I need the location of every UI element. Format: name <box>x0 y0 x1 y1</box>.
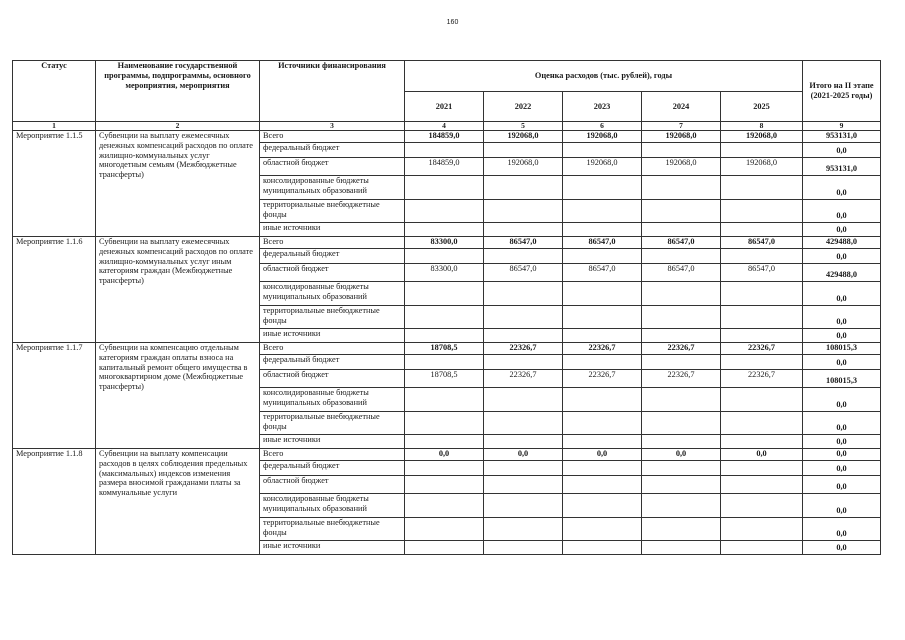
year-value-cell <box>405 249 484 264</box>
year-value-cell <box>563 518 642 541</box>
year-value-cell <box>642 494 721 518</box>
funding-source-cell: федеральный бюджет <box>260 143 405 158</box>
year-value-cell <box>484 388 563 412</box>
column-index: 3 <box>260 122 405 131</box>
year-value-cell <box>405 412 484 435</box>
year-value-cell <box>642 461 721 476</box>
total-value-cell: 0,0 <box>803 306 881 329</box>
total-value-cell: 0,0 <box>803 143 881 158</box>
total-value-cell: 0,0 <box>803 249 881 264</box>
year-value-cell: 22326,7 <box>484 343 563 355</box>
year-value-cell <box>563 476 642 494</box>
header-year: 2021 <box>405 92 484 122</box>
table-row <box>13 343 881 355</box>
year-value-cell: 0,0 <box>405 449 484 461</box>
financing-table <box>12 60 881 555</box>
year-value-cell <box>563 355 642 370</box>
year-value-cell <box>484 200 563 223</box>
year-value-cell <box>642 476 721 494</box>
year-value-cell: 184859,0 <box>405 158 484 176</box>
funding-source-cell: иные источники <box>260 223 405 237</box>
table-row <box>13 449 881 461</box>
header-name: Наименование государственной программы, подпрограммы, основного мероприятия, мероприятия <box>96 61 260 122</box>
year-value-cell <box>642 412 721 435</box>
year-value-cell <box>484 223 563 237</box>
year-value-cell <box>484 282 563 306</box>
year-value-cell: 86547,0 <box>484 264 563 282</box>
header-total: Итого на II этапе (2021-2025 годы) <box>803 61 881 122</box>
year-value-cell: 22326,7 <box>484 370 563 388</box>
column-index: 7 <box>642 122 721 131</box>
year-value-cell: 192068,0 <box>563 131 642 143</box>
year-value-cell <box>642 200 721 223</box>
year-value-cell <box>563 412 642 435</box>
year-value-cell <box>721 476 803 494</box>
year-value-cell <box>484 176 563 200</box>
year-value-cell <box>721 461 803 476</box>
year-value-cell: 192068,0 <box>563 158 642 176</box>
year-value-cell: 86547,0 <box>721 264 803 282</box>
header-sources: Источники финансирования <box>260 61 405 122</box>
year-value-cell <box>721 282 803 306</box>
year-value-cell <box>721 249 803 264</box>
funding-source-cell: Всего <box>260 449 405 461</box>
funding-source-cell: территориальные внебюджетные фонды <box>260 412 405 435</box>
funding-source-cell: иные источники <box>260 435 405 449</box>
column-index: 6 <box>563 122 642 131</box>
year-value-cell <box>484 476 563 494</box>
year-value-cell <box>405 306 484 329</box>
year-value-cell <box>642 176 721 200</box>
year-value-cell: 192068,0 <box>721 131 803 143</box>
table-row <box>13 131 881 143</box>
total-value-cell: 0,0 <box>803 282 881 306</box>
year-value-cell: 22326,7 <box>563 343 642 355</box>
year-value-cell <box>405 494 484 518</box>
year-value-cell <box>563 494 642 518</box>
table-body <box>13 131 881 555</box>
year-value-cell <box>405 355 484 370</box>
funding-source-cell: областной бюджет <box>260 158 405 176</box>
year-value-cell <box>721 223 803 237</box>
year-value-cell <box>563 223 642 237</box>
year-value-cell <box>484 143 563 158</box>
year-value-cell <box>563 306 642 329</box>
column-index: 2 <box>96 122 260 131</box>
column-index: 4 <box>405 122 484 131</box>
header-year: 2025 <box>721 92 803 122</box>
year-value-cell: 192068,0 <box>721 158 803 176</box>
funding-source-cell: территориальные внебюджетные фонды <box>260 200 405 223</box>
header-status: Статус <box>13 61 96 122</box>
year-value-cell <box>405 200 484 223</box>
funding-source-cell: Всего <box>260 343 405 355</box>
funding-source-cell: иные источники <box>260 329 405 343</box>
funding-source-cell: иные источники <box>260 541 405 555</box>
year-value-cell <box>563 282 642 306</box>
total-value-cell: 0,0 <box>803 388 881 412</box>
year-value-cell <box>721 306 803 329</box>
funding-source-cell: федеральный бюджет <box>260 461 405 476</box>
year-value-cell <box>484 435 563 449</box>
measure-name-cell: Субвенции на выплату ежемесячных денежных компенсаций расходов по оплате жилищно-коммунальных услуг многодетным семьям (Межбюджетные трансферты) <box>96 131 260 237</box>
total-value-cell: 429488,0 <box>803 264 881 282</box>
total-value-cell: 0,0 <box>803 476 881 494</box>
funding-source-cell: федеральный бюджет <box>260 355 405 370</box>
funding-source-cell: территориальные внебюджетные фонды <box>260 518 405 541</box>
status-cell: Мероприятие 1.1.5 <box>13 131 96 237</box>
year-value-cell <box>721 518 803 541</box>
total-value-cell: 108015,3 <box>803 343 881 355</box>
funding-source-cell: территориальные внебюджетные фонды <box>260 306 405 329</box>
year-value-cell: 86547,0 <box>721 237 803 249</box>
year-value-cell: 0,0 <box>484 449 563 461</box>
year-value-cell <box>721 412 803 435</box>
year-value-cell: 22326,7 <box>563 370 642 388</box>
header-year: 2024 <box>642 92 721 122</box>
header-estimate: Оценка расходов (тыс. рублей), годы <box>405 61 803 92</box>
header-year: 2022 <box>484 92 563 122</box>
total-value-cell: 953131,0 <box>803 158 881 176</box>
total-value-cell: 0,0 <box>803 461 881 476</box>
total-value-cell: 0,0 <box>803 176 881 200</box>
year-value-cell <box>721 388 803 412</box>
year-value-cell <box>642 329 721 343</box>
year-value-cell: 0,0 <box>563 449 642 461</box>
year-value-cell <box>721 494 803 518</box>
year-value-cell <box>405 461 484 476</box>
funding-source-cell: консолидированные бюджеты муниципальных образований <box>260 388 405 412</box>
year-value-cell: 86547,0 <box>563 264 642 282</box>
column-index: 1 <box>13 122 96 131</box>
year-value-cell: 184859,0 <box>405 131 484 143</box>
funding-source-cell: консолидированные бюджеты муниципальных образований <box>260 282 405 306</box>
funding-source-cell: областной бюджет <box>260 476 405 494</box>
year-value-cell <box>642 388 721 412</box>
total-value-cell: 0,0 <box>803 223 881 237</box>
year-value-cell <box>642 306 721 329</box>
year-value-cell <box>484 329 563 343</box>
total-value-cell: 0,0 <box>803 449 881 461</box>
year-value-cell <box>405 329 484 343</box>
page-number: 160 <box>446 19 459 26</box>
year-value-cell <box>642 541 721 555</box>
year-value-cell <box>405 223 484 237</box>
year-value-cell <box>563 249 642 264</box>
year-value-cell <box>642 518 721 541</box>
year-value-cell <box>484 412 563 435</box>
year-value-cell: 0,0 <box>642 449 721 461</box>
total-value-cell: 0,0 <box>803 355 881 370</box>
funding-source-cell: Всего <box>260 131 405 143</box>
year-value-cell: 22326,7 <box>642 370 721 388</box>
year-value-cell <box>642 223 721 237</box>
year-value-cell <box>642 355 721 370</box>
year-value-cell: 0,0 <box>721 449 803 461</box>
year-value-cell <box>721 200 803 223</box>
year-value-cell <box>405 518 484 541</box>
year-value-cell <box>563 143 642 158</box>
year-value-cell <box>405 388 484 412</box>
funding-source-cell: консолидированные бюджеты муниципальных образований <box>260 494 405 518</box>
year-value-cell <box>563 329 642 343</box>
year-value-cell <box>721 435 803 449</box>
year-value-cell <box>563 461 642 476</box>
column-index: 8 <box>721 122 803 131</box>
year-value-cell <box>642 143 721 158</box>
funding-source-cell: областной бюджет <box>260 370 405 388</box>
year-value-cell <box>563 176 642 200</box>
table-row <box>13 237 881 249</box>
year-value-cell: 86547,0 <box>484 237 563 249</box>
total-value-cell: 0,0 <box>803 329 881 343</box>
year-value-cell <box>563 435 642 449</box>
year-value-cell <box>405 143 484 158</box>
total-value-cell: 0,0 <box>803 435 881 449</box>
year-value-cell: 192068,0 <box>484 158 563 176</box>
year-value-cell <box>563 541 642 555</box>
measure-name-cell: Субвенции на компенсацию отдельным категориям граждан оплаты взноса на капитальный ремонт общего имущества в многоквартирном доме (Межбюджетные трансферты) <box>96 343 260 449</box>
measure-name-cell: Субвенции на выплату ежемесячных денежных компенсаций расходов по оплате жилищно-коммунальных услуг иным категориям граждан (Межбюджетные трансферты) <box>96 237 260 343</box>
year-value-cell <box>721 143 803 158</box>
column-index: 5 <box>484 122 563 131</box>
total-value-cell: 0,0 <box>803 200 881 223</box>
column-index: 9 <box>803 122 881 131</box>
year-value-cell <box>563 200 642 223</box>
funding-source-cell: консолидированные бюджеты муниципальных образований <box>260 176 405 200</box>
header-year: 2023 <box>563 92 642 122</box>
year-value-cell <box>484 541 563 555</box>
year-value-cell <box>642 282 721 306</box>
year-value-cell: 22326,7 <box>642 343 721 355</box>
year-value-cell <box>405 435 484 449</box>
year-value-cell <box>721 355 803 370</box>
year-value-cell <box>484 355 563 370</box>
year-value-cell <box>405 476 484 494</box>
total-value-cell: 0,0 <box>803 494 881 518</box>
year-value-cell <box>484 306 563 329</box>
year-value-cell: 83300,0 <box>405 264 484 282</box>
year-value-cell: 18708,5 <box>405 343 484 355</box>
funding-source-cell: федеральный бюджет <box>260 249 405 264</box>
total-value-cell: 0,0 <box>803 541 881 555</box>
total-value-cell: 0,0 <box>803 412 881 435</box>
year-value-cell: 22326,7 <box>721 343 803 355</box>
year-value-cell: 22326,7 <box>721 370 803 388</box>
status-cell: Мероприятие 1.1.7 <box>13 343 96 449</box>
year-value-cell <box>484 518 563 541</box>
year-value-cell <box>484 249 563 264</box>
year-value-cell <box>563 388 642 412</box>
year-value-cell: 192068,0 <box>484 131 563 143</box>
year-value-cell <box>484 461 563 476</box>
funding-source-cell: областной бюджет <box>260 264 405 282</box>
year-value-cell <box>721 329 803 343</box>
year-value-cell: 83300,0 <box>405 237 484 249</box>
total-value-cell: 0,0 <box>803 518 881 541</box>
measure-name-cell: Субвенции на выплату компенсации расходов в целях соблюдения предельных (максимальных) индексов изменения размера вносимой гражданами платы за коммунальные услуги <box>96 449 260 555</box>
total-value-cell: 108015,3 <box>803 370 881 388</box>
year-value-cell <box>405 282 484 306</box>
status-cell: Мероприятие 1.1.6 <box>13 237 96 343</box>
year-value-cell <box>484 494 563 518</box>
year-value-cell: 192068,0 <box>642 158 721 176</box>
year-value-cell: 86547,0 <box>563 237 642 249</box>
year-value-cell: 86547,0 <box>642 237 721 249</box>
total-value-cell: 429488,0 <box>803 237 881 249</box>
status-cell: Мероприятие 1.1.8 <box>13 449 96 555</box>
total-value-cell: 953131,0 <box>803 131 881 143</box>
year-value-cell <box>642 249 721 264</box>
year-value-cell <box>721 176 803 200</box>
year-value-cell <box>721 541 803 555</box>
year-value-cell <box>405 541 484 555</box>
year-value-cell <box>642 435 721 449</box>
year-value-cell <box>405 176 484 200</box>
year-value-cell: 192068,0 <box>642 131 721 143</box>
year-value-cell: 18708,5 <box>405 370 484 388</box>
funding-source-cell: Всего <box>260 237 405 249</box>
year-value-cell: 86547,0 <box>642 264 721 282</box>
